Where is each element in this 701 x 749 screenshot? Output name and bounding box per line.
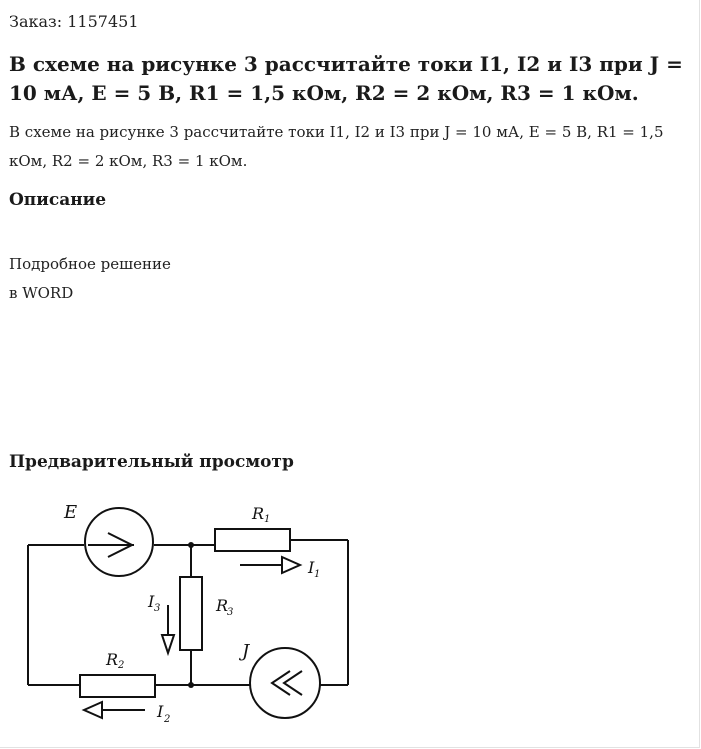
voltage-source-E — [85, 508, 153, 576]
current-source-J — [250, 648, 320, 718]
label-R1-sub: 1 — [264, 514, 271, 525]
label-I1: I — [308, 558, 315, 577]
order-number: Заказ: 1157451 — [9, 12, 139, 31]
label-R2: R — [106, 650, 119, 669]
preview-heading: Предварительный просмотр — [9, 452, 294, 472]
label-R2-sub: 2 — [118, 660, 125, 671]
description-line-2: в WORD — [9, 284, 74, 302]
resistor-R1 — [215, 529, 290, 551]
circuit-diagram — [0, 495, 380, 735]
label-I2: I — [157, 702, 164, 721]
label-R3-sub: 3 — [227, 607, 234, 618]
label-I2-sub: 2 — [164, 714, 171, 725]
current-arrow-I2 — [84, 702, 145, 718]
resistor-R2 — [80, 675, 155, 697]
current-arrow-I3 — [162, 605, 174, 653]
junction-bottom — [188, 682, 194, 688]
task-text: В схеме на рисунке 3 рассчитайте токи I1, I2 и I3 при J = 10 мА, E = 5 В, R1 = 1,5 кОм, R2 = 2 кОм, R3 = 1 кОм. — [9, 123, 664, 170]
label-J: J — [242, 641, 250, 662]
description-heading: Описание — [9, 190, 107, 210]
task-title: В схеме на рисунке 3 рассчитайте токи I1, I2 и I3 при J = 10 мА, E = 5 В, R1 = 1,5 кОм, R2 = 2 кОм, R3 = 1 кОм. — [9, 52, 683, 105]
label-R1: R — [252, 504, 265, 523]
resistor-R3 — [180, 577, 202, 650]
label-E: E — [64, 502, 78, 523]
label-I3: I — [148, 592, 155, 611]
current-arrow-I1 — [240, 557, 300, 573]
label-R3: R — [216, 596, 229, 615]
label-I1-sub: 1 — [314, 569, 321, 580]
label-I3-sub: 3 — [154, 603, 161, 614]
junction-top — [188, 542, 194, 548]
description-line-1: Подробное решение — [9, 255, 171, 273]
